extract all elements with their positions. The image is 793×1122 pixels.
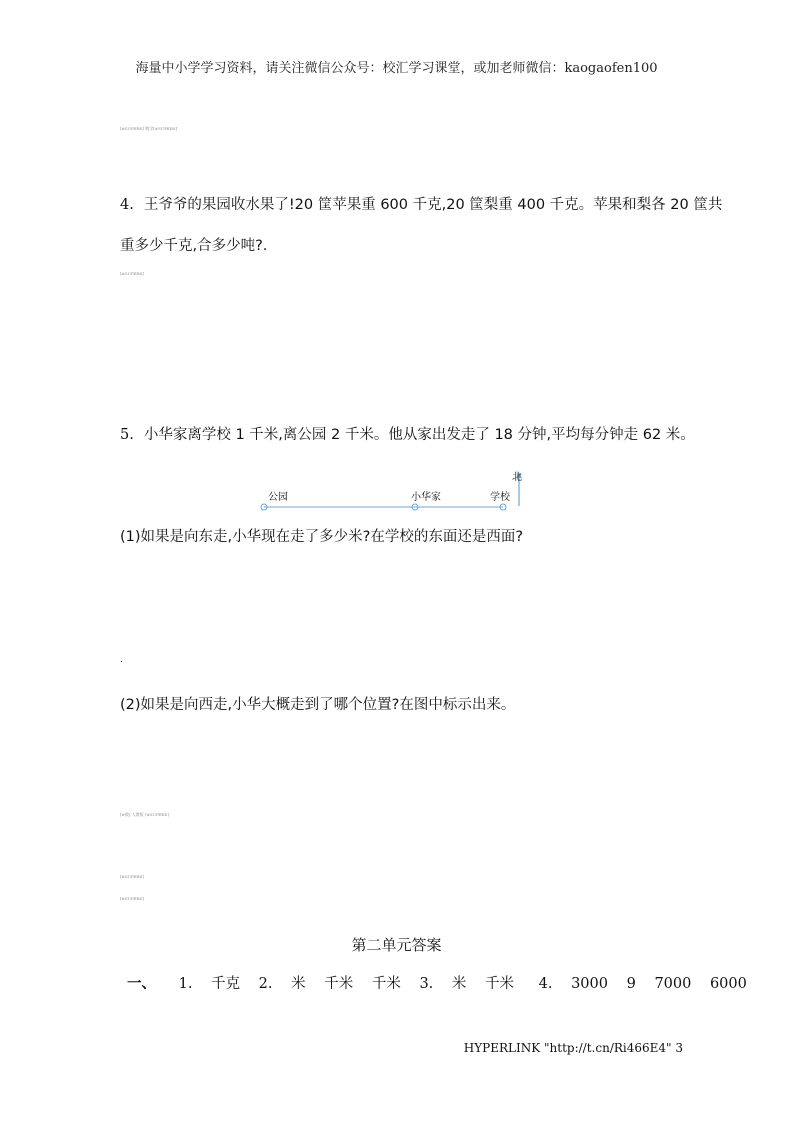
answer-item: 千米	[485, 976, 515, 992]
answer-item: 4.	[538, 976, 553, 992]
question-4-text-1: 王爷爷的果园收水果了!20 筐苹果重 600 千克,20 筐梨重 400 千克。苹果和梨各 20 筐共	[143, 197, 723, 213]
question-4-line-2: 重多少千克,合多少吨?.	[120, 238, 268, 254]
stray-dot: .	[120, 655, 123, 664]
question-5-sub-1: (1)如果是向东走,小华现在走了多少米?在学校的东面还是西面?	[120, 529, 524, 545]
answer-item: 3.	[419, 976, 434, 992]
tiny-note: [#SUPERS]	[120, 874, 144, 879]
answer-item: 7000	[654, 976, 692, 992]
tiny-note: [#SUPERS]	[120, 271, 144, 276]
page-footer: HYPERLINK "http://t.cn/Ri466E4" 3	[463, 1041, 683, 1055]
answer-item: 9	[626, 976, 636, 992]
answers-title: 第二单元答案	[351, 936, 442, 954]
tiny-note: [#数] 人教版 [#SUPERS]	[120, 812, 169, 817]
question-5-text-1: 小华家离学校 1 千米,离公园 2 千米。他从家出发走了 18 分钟,平均每分钟走 62 米。	[143, 427, 695, 443]
answer-section-label: 一、	[127, 976, 156, 992]
answer-item: 1.	[178, 976, 193, 992]
answer-item: 6000	[709, 976, 747, 992]
question-4-line-1	[120, 193, 722, 214]
question-5-sub-2: (2)如果是向西走,小华大概走到了哪个位置?在图中标示出来。	[120, 697, 516, 713]
answers-line	[127, 972, 761, 993]
answer-item: 千克	[211, 976, 241, 992]
tiny-note: [#SUPERS]	[120, 896, 144, 901]
answer-item: 千米	[371, 976, 401, 992]
north-label: 北	[512, 472, 522, 483]
map-diagram	[250, 468, 540, 518]
answer-item: 3000	[571, 976, 608, 992]
park-label: 公园	[268, 492, 288, 503]
tiny-note: [#SUPERS] 数学[#SUPERS]	[120, 126, 178, 131]
home-label: 小华家	[411, 492, 441, 503]
page-header: 海量中小学学习资料，请关注微信公众号：校汇学习课堂，或加老师微信：kaogaofen100	[135, 61, 658, 76]
answer-item: 米	[451, 976, 467, 992]
answer-item: 千米	[324, 976, 354, 992]
question-5-line-1	[120, 423, 695, 444]
school-label: 学校	[490, 492, 510, 503]
question-4-number: 4.	[120, 197, 134, 213]
answer-item: 2.	[258, 976, 273, 992]
answer-item: 米	[291, 976, 306, 992]
question-5-number: 5.	[120, 427, 134, 443]
